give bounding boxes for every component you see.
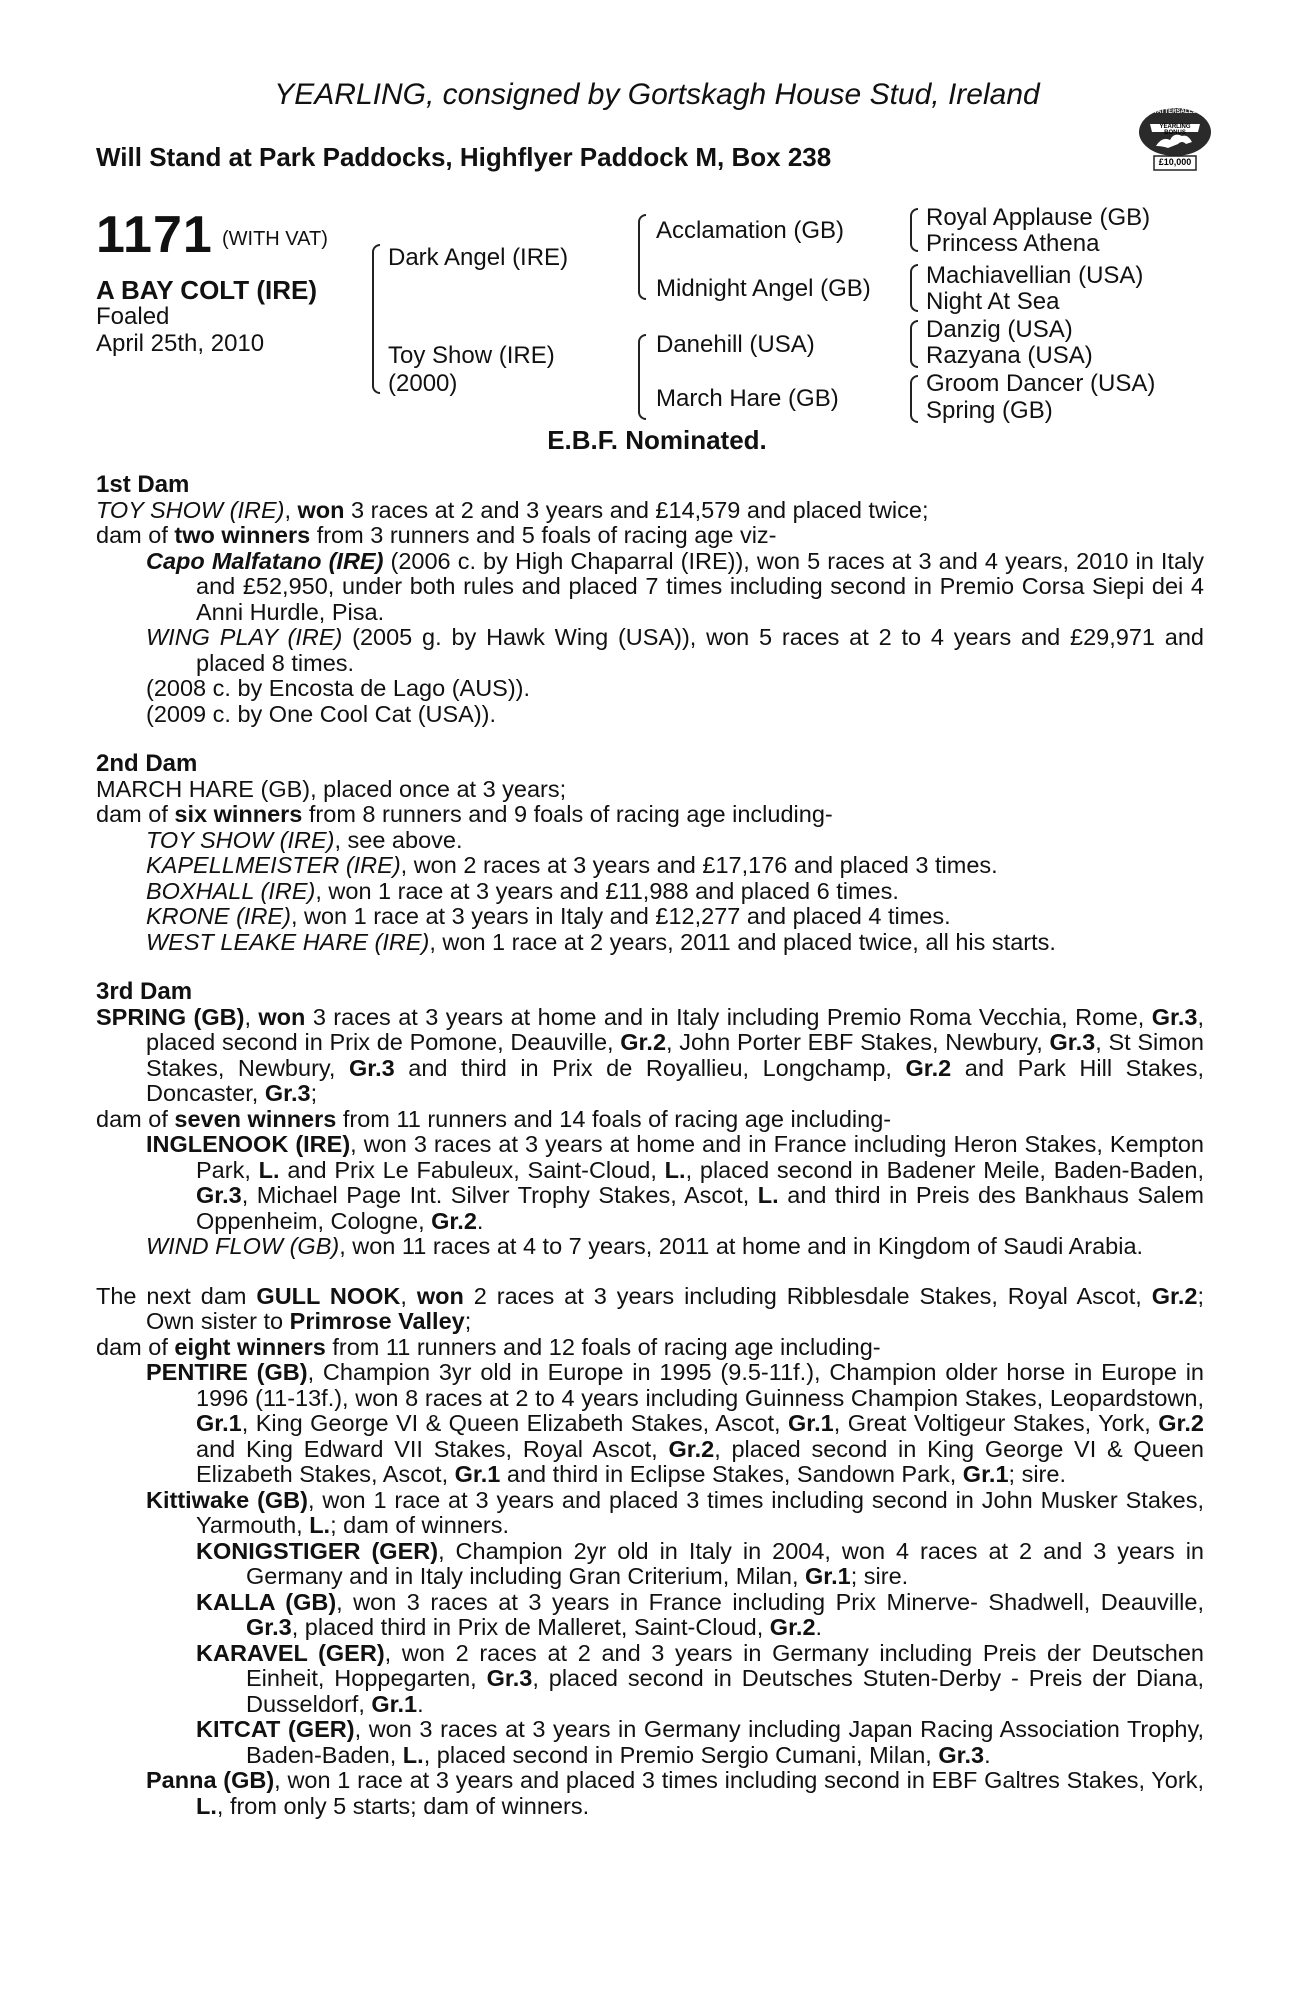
first-dam-produce: dam of two winners from 3 runners and 5 foals of racing age viz- [96,522,777,548]
produce-wing: WING PLAY (IRE) (2005 g. by Hawk Wing (USA)), won 5 races at 2 to 4 years and £29,971 and placed 8 times. [146,624,1204,676]
second-dam-line: MARCH HARE (GB), placed once at 3 years; [96,775,567,802]
sdd: Night At Sea [926,288,1060,315]
next-dam-produce: dam of eight winners from 11 runners and 12 foals of racing age including- [96,1333,881,1360]
brace-3 [910,320,918,368]
ddd: Spring (GB) [926,397,1053,424]
second-dam-heading: 2nd Dam [96,750,198,777]
dam-brace [638,334,646,420]
produce-panna: Panna (GB), won 1 race at 3 years and placed 3 times including second in EBF Galtres Stakes, York, L., from only 5 starts; dam of winners. [146,1767,1204,1819]
dam-name: Toy Show (IRE) [388,342,555,369]
produce-wind: WIND FLOW (GB), won 11 races at 4 to 7 years, 2011 at home and in Kingdom of Saudi Arabia. [146,1233,1144,1259]
sire-name: Dark Angel (IRE) [388,244,569,271]
sire-brace [638,214,646,300]
pedigree-brace [372,244,380,394]
produce-toy: TOY SHOW (IRE), see above. [146,826,463,853]
produce-pentire: PENTIRE (GB), Champion 3yr old in Europe in 1995 (9.5-11f.), Champion older horse in Europe in 1996 (11-13f.), won 8 races at 2 to 4 years including Guinness Champion Stakes, Leopardstown, Gr.1, King George VI & Queen Elizabeth Stakes, Ascot, Gr.1, Great Voltigeur Stakes, York, Gr.2 and King Edward VII Stakes, Royal Ascot, Gr.2, placed second in King George VI & Queen Elizabeth Stakes, Ascot, Gr.1 and third in Eclipse Stakes, Sandown Park, Gr.1; sire. [146,1359,1204,1487]
second-dam-produce: dam of six winners from 8 runners and 9 foals of racing age including- [96,801,833,827]
brace-2 [910,264,918,312]
sss: Royal Applause (GB) [926,204,1151,231]
stand-location: Will Stand at Park Paddocks, Highflyer Paddock M, Box 238 [96,142,832,172]
produce-box: BOXHALL (IRE), won 1 race at 3 years and £11,988 and placed 6 times. [146,877,899,904]
produce-konigstiger: KONIGSTIGER (GER), Champion 2yr old in Italy in 2004, won 4 races at 2 and 3 years in Germany and in Italy including Gran Criterium, Milan, Gr.1; sire. [196,1537,1204,1589]
produce-krone: KRONE (IRE), won 1 race at 3 years in Italy and £12,277 and placed 4 times. [146,903,951,929]
badge-amount: £10,000 [1158,157,1192,167]
vat-note: (WITH VAT) [222,228,328,250]
lot-number: 1171 [96,206,213,264]
page-title: YEARLING, consigned by Gortskagh House Stud, Ireland [274,78,1040,111]
produce-inglenook: INGLENOOK (IRE), won 3 races at 3 years at home and in France including Heron Stakes, Kempton Park, L. and Prix Le Fabuleux, Saint-Cloud, L., placed second in Badener Meile, Baden-Baden, Gr.3, Michael Page Int. Silver Trophy Stakes, Ascot, L. and third in Preis des Bankhaus Salem Oppenheim, Cologne, Gr.2. [146,1131,1204,1234]
produce-kittiwake: Kittiwake (GB), won 1 race at 3 years and placed 3 times including second in John Musker Stakes, Yarmouth, L.; dam of winners. [146,1486,1204,1538]
catalogue-body [96,472,1204,1819]
produce-kalla: KALLA (GB), won 3 races at 3 years in France including Prix Minerve- Shadwell, Deauville, Gr.3, placed third in Prix de Malleret, Saint-Cloud, Gr.2. [196,1588,1205,1640]
third-dam-heading: 3rd Dam [96,978,193,1005]
sds: Machiavellian (USA) [926,262,1144,289]
badge-top-text: TATTERSALLS [1153,109,1197,115]
foaled-label: Foaled [96,303,170,330]
dds: Groom Dancer (USA) [926,370,1156,397]
badge-mid-text: YEARLING BONUS [1159,124,1191,136]
brace-1 [910,208,918,252]
dam-sire: Danehill (USA) [656,331,815,358]
brace-4 [910,375,918,423]
ssd: Princess Athena [926,230,1100,257]
produce-kitcat: KITCAT (GER), won 3 races at 3 years in Germany including Japan Racing Association Trophy, Baden-Baden, L., placed second in Premio Sergio Cumani, Milan, Gr.3. [196,1716,1204,1768]
sire-dam: Midnight Angel (GB) [656,275,871,302]
yearling-bonus-badge-icon [1132,98,1218,184]
dam-dam: March Hare (GB) [656,385,839,412]
dsd: Razyana (USA) [926,342,1093,369]
sire-sire: Acclamation (GB) [656,217,845,244]
produce-west: WEST LEAKE HARE (IRE), won 1 race at 2 years, 2011 and placed twice, all his starts. [146,928,1056,955]
first-dam-line: TOY SHOW (IRE), won 3 races at 2 and 3 years and £14,579 and placed twice; [96,496,929,523]
first-dam-heading: 1st Dam [96,471,190,498]
third-dam-produce: dam of seven winners from 11 runners and 14 foals of racing age including- [96,1105,892,1132]
next-dam-line: The next dam GULL NOOK, won 2 races at 3 years including Ribblesdale Stakes, Royal Ascot, Gr.2; Own sister to Primrose Valley; [96,1282,1205,1334]
produce-kap: KAPELLMEISTER (IRE), won 2 races at 3 years and £17,176 and placed 3 times. [146,852,998,878]
produce-capo: Capo Malfatano (IRE) (2006 c. by High Chaparral (IRE)), won 5 races at 3 and 4 years, 2010 in Italy and £52,950, under both rules and placed 7 times including second in Premio Corsa Siepi dei 4 Anni Hurdle, Pisa. [146,547,1204,625]
produce-2008: (2008 c. by Encosta de Lago (AUS)). [146,675,531,701]
produce-2009: (2009 c. by One Cool Cat (USA)). [146,700,497,727]
dam-year: (2000) [388,370,458,397]
produce-karavel: KARAVEL (GER), won 2 races at 2 and 3 years in Germany including Preis der Deutschen Einheit, Hoppegarten, Gr.3, placed second in Deutsches Stuten-Derby - Preis der Diana, Dusseldorf, Gr.1. [196,1639,1204,1717]
third-dam-line: SPRING (GB), won 3 races at 3 years at home and in Italy including Premio Roma Vecchia, Rome, Gr.3, placed second in Prix de Pomone, Deauville, Gr.2, John Porter EBF Stakes, Newbury, Gr.3, St Simon Stakes, Newbury, Gr.3 and third in Prix de Royallieu, Longchamp, Gr.2 and Park Hill Stakes, Doncaster, Gr.3; [96,1003,1205,1106]
dss: Danzig (USA) [926,316,1073,343]
foaled-date: April 25th, 2010 [96,330,265,357]
ebf-nominated: E.B.F. Nominated. [547,425,767,455]
lot-name: A BAY COLT (IRE) [96,275,318,305]
